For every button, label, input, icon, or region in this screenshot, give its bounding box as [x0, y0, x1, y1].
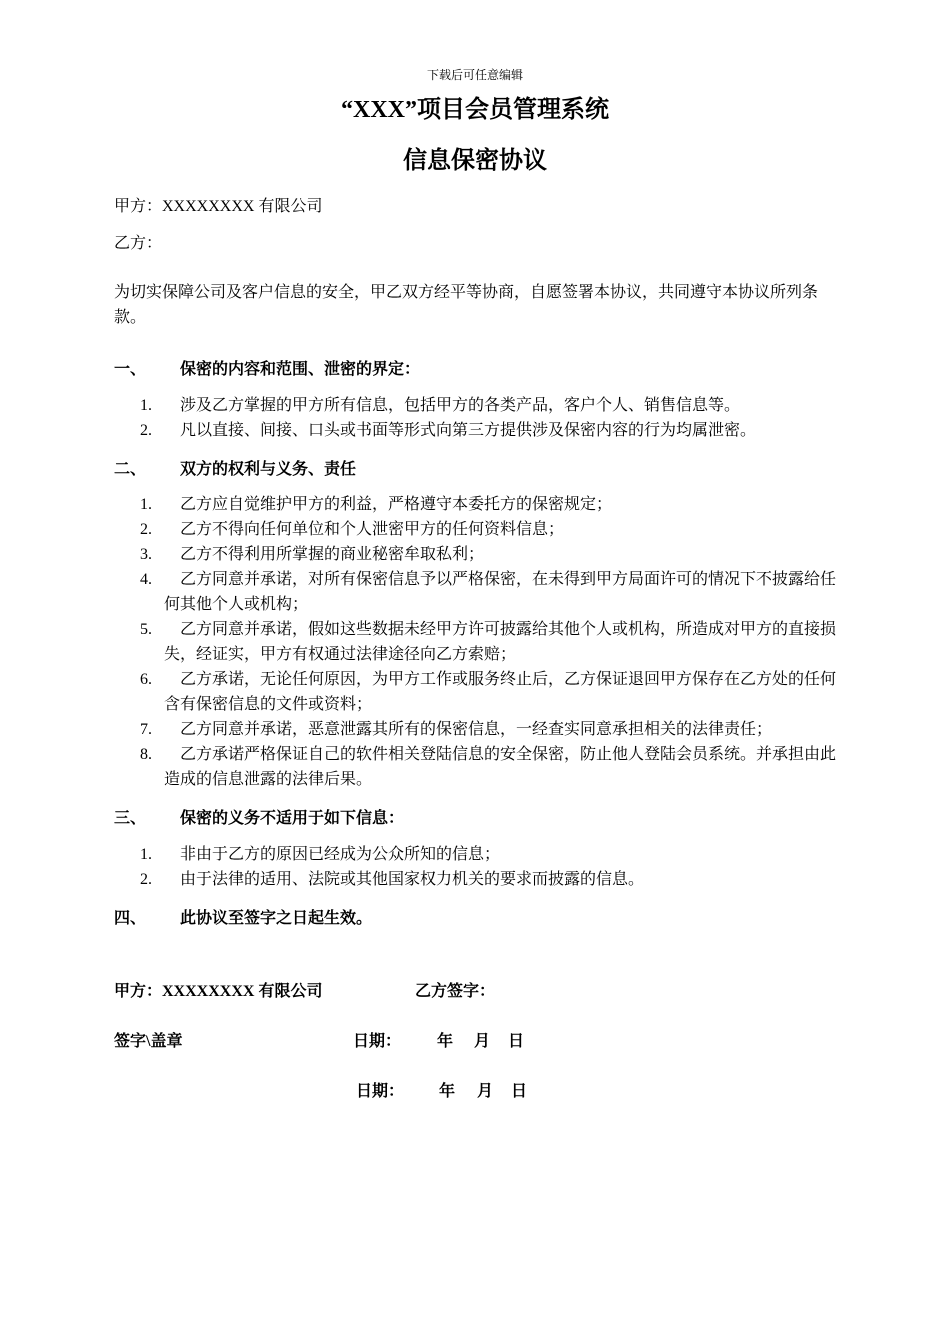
date-year: 年: [437, 1033, 454, 1050]
list-text: 凡以直接、间接、口头或书面等形式向第三方提供涉及保密内容的行为均属泄密。: [180, 422, 757, 439]
list-text: 乙方不得利用所掌握的商业秘密牟取私利；: [180, 546, 485, 563]
list-number: 7.: [140, 721, 152, 738]
date-month: 月: [474, 1033, 491, 1050]
section-number: 二、: [114, 461, 147, 478]
section-title: 此协议至签字之日起生效。: [180, 910, 373, 927]
date-label: 日期：: [356, 1083, 405, 1100]
section-title: 保密的义务不适用于如下信息：: [180, 810, 405, 827]
document-subtitle: 信息保密协议: [403, 148, 547, 174]
list-item: [140, 867, 838, 892]
signature-party-a: 甲方：XXXXXXXX 有限公司: [114, 983, 323, 1000]
list-text: 乙方同意并承诺，恶意泄露其所有的保密信息，一经查实同意承担相关的法律责任；: [180, 721, 773, 738]
list-number: 1.: [140, 496, 152, 513]
section-title: 保密的内容和范围、泄密的界定：: [180, 361, 421, 378]
list-number: 3.: [140, 546, 152, 563]
list-number: 1.: [140, 397, 152, 414]
date-label: 日期：: [353, 1033, 402, 1050]
date-month: 月: [477, 1083, 494, 1100]
list-item: [140, 418, 838, 443]
intro-paragraph: 为切实保障公司及客户信息的安全，甲乙双方经平等协商，自愿签署本协议，共同遵守本协议所列条款。: [114, 284, 819, 326]
list-item: [140, 542, 838, 567]
date-year: 年: [439, 1083, 456, 1100]
list-text: 非由于乙方的原因已经成为公众所知的信息；: [180, 846, 501, 863]
list-number: 4.: [140, 571, 152, 588]
list-number: 2.: [140, 521, 152, 538]
section-heading: [114, 805, 404, 828]
list-text: 乙方应自觉维护甲方的利益，严格遵守本委托方的保密规定；: [180, 496, 613, 513]
section-title: 双方的权利与义务、责任: [180, 461, 357, 478]
list-number: 5.: [140, 621, 152, 638]
list-item: [140, 842, 838, 867]
header-note: 下载后可任意编辑: [426, 68, 523, 82]
list-item: [140, 717, 838, 742]
list-item: [140, 617, 838, 667]
list-text: 乙方承诺严格保证自己的软件相关登陆信息的安全保密，防止他人登陆会员系统。并承担由此造成的信息泄露的法律后果。: [164, 746, 837, 788]
list-text: 乙方同意并承诺，假如这些数据未经甲方许可披露给其他个人或机构，所造成对甲方的直接损失，经证实，甲方有权通过法律途径向乙方索赔；: [164, 621, 837, 663]
date-day: 日: [508, 1033, 525, 1050]
party-a-line: 甲方：XXXXXXXX 有限公司: [114, 198, 323, 215]
list-item: [140, 393, 838, 418]
list-number: 2.: [140, 871, 152, 888]
list-text: 乙方同意并承诺，对所有保密信息予以严格保密，在未得到甲方局面许可的情况下不披露给任何其他个人或机构；: [164, 571, 837, 613]
list-number: 2.: [140, 422, 152, 439]
section-heading: [114, 356, 420, 379]
section-number: 三、: [114, 810, 147, 827]
list-number: 8.: [140, 746, 152, 763]
list-item: [140, 742, 838, 792]
list-number: 1.: [140, 846, 152, 863]
list-text: 由于法律的适用、法院或其他国家权力机关的要求而披露的信息。: [180, 871, 645, 888]
list-text: 乙方不得向任何单位和个人泄密甲方的任何资料信息；: [180, 521, 565, 538]
list-number: 6.: [140, 671, 152, 688]
list-item: [140, 492, 838, 517]
signature-party-b: 乙方签字：: [415, 983, 496, 1000]
section-number: 四、: [114, 910, 147, 927]
list-item: [140, 517, 838, 542]
section-heading: [114, 905, 372, 928]
list-text: 乙方承诺，无论任何原因，为甲方工作或服务终止后，乙方保证退回甲方保存在乙方处的任何含有保密信息的文件或资料；: [164, 671, 837, 713]
signature-seal-label: 签字\盖章: [114, 1033, 183, 1050]
section-number: 一、: [114, 361, 147, 378]
list-item: [140, 667, 838, 717]
list-item: [140, 567, 838, 617]
document-title: “XXX”项目会员管理系统: [341, 97, 609, 123]
list-text: 涉及乙方掌握的甲方所有信息，包括甲方的各类产品，客户个人、销售信息等。: [180, 397, 741, 414]
date-day: 日: [511, 1083, 528, 1100]
party-b-line: 乙方：: [114, 235, 163, 252]
section-heading: [114, 456, 356, 479]
